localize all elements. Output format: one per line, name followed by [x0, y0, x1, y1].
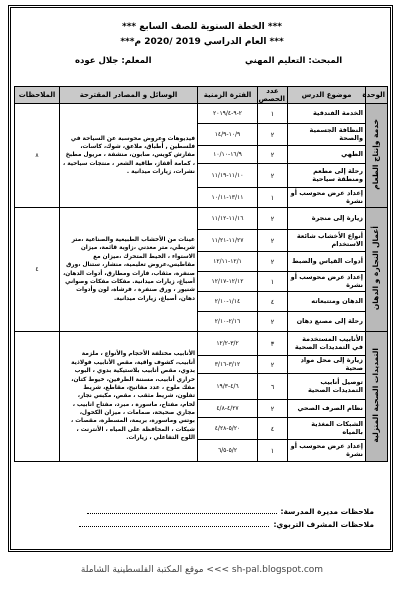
lesson-title: الأنابيب المستخدمة في التمديدات الصحية: [288, 332, 366, 356]
lesson-count: ١: [258, 440, 288, 462]
lesson-period: ٢/١٦-٢/١٠: [198, 312, 258, 332]
unit-notes: [15, 332, 60, 462]
lesson-title: أنواع الأخشاب شائعة الاستخدام: [288, 230, 366, 252]
lesson-title: نظام الصرف الصحي: [288, 400, 366, 418]
supervisor-notes-label: ملاحظات المشرف التربوي:: [273, 520, 374, 529]
principal-notes-line: [87, 505, 277, 514]
lesson-count: ٢: [258, 400, 288, 418]
unit-name: التمديدات الصحية المنزلية: [371, 348, 381, 443]
lesson-count: ٣: [258, 332, 288, 356]
unit-resources: عينات من الأخشاب الطبيعية والصناعية ،متر شريطي، متر معدني ،زاوية قائمة، ميزان الاستواء ، الخيط المتحرك ،ميزان مع مقاطيس،عروض تعليمية، منشار، ستنال ،ورق صنفرة، مثقاب، فارات ومطارق، أدوات الدهان، أصباغ، زيارات ميدانية. مفكات مفكات وصواني شنيور ، ورق صنفرة ، فرشاة، لون وأدوات دهان، أصباغ، زيارات ميدانية.: [60, 208, 198, 332]
lesson-period: ١٢/١-١٢/١١: [198, 252, 258, 272]
col-lesson-header: موضوع الدرس: [288, 87, 366, 104]
col-resources-header: الوسائل و المصادر المقترحة: [60, 87, 198, 104]
unit-resources: فيديوهات وعروض محوسبة عن السياحة في فلسطين , أطباق، ملاعق، شوك، كاسات، مفارش كويس، صابون، منشفة ، مريول مطبخ ، كمامة أقفاز، طاقية الشعر ، منتجات سياحية ، نشرات، زيارات ميدانية .: [60, 104, 198, 208]
lesson-title: الطهي: [288, 146, 366, 164]
subject-label: المبحث: التعليم المهني: [245, 56, 343, 66]
lesson-title: توصيل أنابيب التمديدات الصحية: [288, 374, 366, 400]
table-row: [15, 104, 388, 124]
table-row: [15, 332, 388, 356]
plan-title: *** الخطة السنوية للصف السابع ***: [121, 22, 283, 32]
lesson-count: ٢: [258, 252, 288, 272]
lesson-title: إعداد عرض محوسب أو نشرة: [288, 440, 366, 462]
lesson-count: ٢: [258, 124, 288, 146]
lesson-period: ٤/٢٧-٤/٨: [198, 400, 258, 418]
lesson-title: الدهان ومتتبعاته: [288, 292, 366, 312]
unit-name-cell: [366, 332, 388, 462]
unit-notes: ٨: [15, 104, 60, 208]
lesson-title: رحلة إلى مطعم ومنطقة سياحية: [288, 164, 366, 188]
lesson-count: ٢: [258, 356, 288, 374]
lesson-title: أدوات القياس والضبط: [288, 252, 366, 272]
lesson-period: ٢-٩-٢٠١٩/٤: [198, 104, 258, 124]
col-period-header: الفترة الزمنية: [198, 87, 258, 104]
lesson-title: إعداد عرض محوسب أو نشرة: [288, 188, 366, 208]
lesson-period: ٤/٦-١٩/٣: [198, 374, 258, 400]
lesson-title: زيارة إلى منجرة: [288, 208, 366, 230]
lesson-title: إعداد عرض محوسب أو نشرة: [288, 272, 366, 292]
col-count-header: عدد الحصص: [258, 87, 288, 104]
lesson-count: ٢: [258, 208, 288, 230]
lesson-period: ٥/٢٠-٤/٢٨: [198, 418, 258, 440]
lesson-count: ٢: [258, 146, 288, 164]
site-watermark: موقع المكتبة الفلسطينية الشاملة <<< sh-pal.blogspot.com: [80, 565, 324, 575]
lesson-count: ٤: [258, 292, 288, 312]
lesson-count: ٢: [258, 164, 288, 188]
unit-resources: الأنابيب مختلفة الأحجام والأنواع ، ملزمة أنابيب، كشوف واقية، مقص الأنابيب فولاذية بدوي، مقص أنابيب بلاستيكية بدوي ، البوب حراري أنابيب، مسننة الطرفين، خيوط كتان، مفك ملوخ ، عدد مفاتيح، مقاطع، شريط تفلون، شريط مثقب ، مقص، مكبس نجار، لحام، مفتاح، ماسورة ، مبرد، مفتاح انابيب ، مجاري صحيحة، صمامات ، ميزان الكحول، بوتس وماسورة، بريمة، المسطرة، مقصات ، شبكات ، المحافظة على المياه ، الأنترنت ، اللوح التفاعلي ، زيارات.: [60, 332, 198, 462]
lesson-title: الشبكات المغذية بالمياه: [288, 418, 366, 440]
principal-notes: [87, 505, 375, 516]
lesson-period: ٥/٢-٦/٥: [198, 440, 258, 462]
academic-year: *** العام الدراسي 2019 /2020 م***: [120, 37, 284, 47]
lesson-period: ١٢/١٢-١٢/١٧: [198, 272, 258, 292]
lesson-title: زيارة إلى محل مواد صحية: [288, 356, 366, 374]
lesson-count: ١: [258, 104, 288, 124]
lesson-period: ١١/٢٧-١١/٢١: [198, 230, 258, 252]
principal-notes-label: ملاحظات مديرة المدرسة:: [280, 507, 374, 516]
table-header-row: [15, 87, 388, 104]
lesson-period: ١/١٤-٢/١٠: [198, 292, 258, 312]
lesson-period: ١٦/٩-١٠/١٠: [198, 146, 258, 164]
supervisor-notes: [79, 518, 374, 529]
unit-notes: ٤: [15, 208, 60, 332]
lesson-period: ٣/٢-١٢/٢: [198, 332, 258, 356]
lesson-period: ١٠/٩-١٤/٩: [198, 124, 258, 146]
col-unit-header: الوحدة: [366, 87, 388, 104]
lesson-title: الخدمة الفندقية: [288, 104, 366, 124]
unit-name-cell: [366, 208, 388, 332]
lesson-period: ١١/١٦-١١/١٢: [198, 208, 258, 230]
lesson-count: ١: [258, 272, 288, 292]
teacher-label: المعلم: جلال عوده: [75, 56, 152, 66]
annual-plan-table: [14, 86, 388, 462]
lesson-count: ٤: [258, 418, 288, 440]
lesson-count: ٢: [258, 230, 288, 252]
col-notes-header: الملاحظات: [15, 87, 60, 104]
lesson-count: ٢: [258, 312, 288, 332]
lesson-count: ١: [258, 188, 288, 208]
lesson-title: النظافة الجسمية والصحة: [288, 124, 366, 146]
unit-name: أعمال النجارة و الدهان: [371, 226, 381, 311]
table-row: [15, 208, 388, 230]
lesson-period: ٣/١٢-٣/١٦: [198, 356, 258, 374]
lesson-title: رحلة إلى مصنع دهان: [288, 312, 366, 332]
lesson-period: ١١/١٠-١١/١٩: [198, 164, 258, 188]
unit-name-cell: [366, 104, 388, 208]
supervisor-notes-line: [79, 518, 269, 527]
unit-name: خدمة وإنتاج الطعام: [371, 119, 381, 190]
lesson-count: ٦: [258, 374, 288, 400]
lesson-period: ١٣/١١-١٠/١١: [198, 188, 258, 208]
